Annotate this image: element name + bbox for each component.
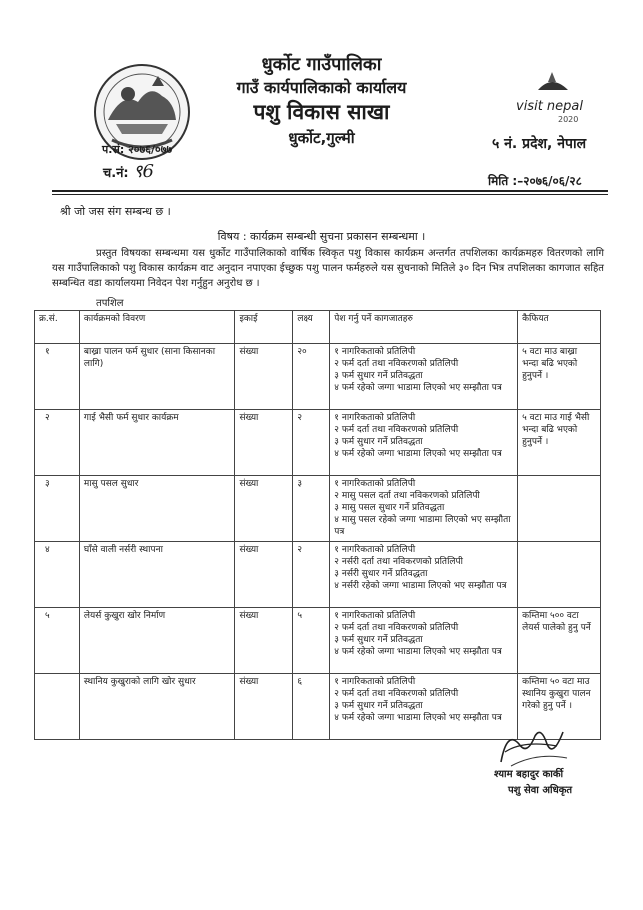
- cell-unit: संख्या: [235, 476, 293, 542]
- doc-item: २ नर्सरी दर्ता तथा नविकरणको प्रतिलिपी: [334, 557, 463, 567]
- cell-docs: [330, 542, 518, 608]
- cell-target: ५: [293, 608, 330, 674]
- patra-sankhya: प.सं: २०७६/०७७: [102, 143, 173, 156]
- doc-item: ३ फर्म सुधार गर्ने प्रतिवद्धता: [334, 635, 423, 645]
- signatory-title: पशु सेवा अधिकृत: [508, 785, 573, 796]
- doc-item: २ फर्म दर्ता तथा नविकरणको प्रतिलिपी: [334, 359, 459, 369]
- doc-item: २ मासु पसल दर्ता तथा नविकरणको प्रतिलिपी: [334, 491, 480, 501]
- cell-program: बाख्रा पालन फर्म सुधार (साना किसानका लागि): [79, 344, 235, 410]
- cell-remarks: [518, 542, 601, 608]
- cell-target: २०: [293, 344, 330, 410]
- visit-nepal-text: visit nepal: [516, 99, 583, 114]
- doc-item: ३ फर्म सुधार गर्ने प्रतिवद्धता: [334, 371, 423, 381]
- cell-unit: संख्या: [235, 410, 293, 476]
- cell-program: घाँसे वाली नर्सरी स्थापना: [79, 542, 235, 608]
- header-program: कार्यक्रमको विवरण: [79, 311, 235, 344]
- body-indent: [52, 248, 96, 259]
- header-sn: क्र.सं.: [35, 311, 80, 344]
- cell-unit: संख्या: [235, 674, 293, 740]
- letter-date: मिति :–२०७६/०६/२८: [488, 174, 582, 188]
- cell-sn: १: [35, 344, 80, 410]
- signatory-name: श्याम बहादुर कार्की: [494, 769, 564, 780]
- cell-docs: [330, 608, 518, 674]
- header-remarks: कैफियत: [518, 311, 601, 344]
- body-paragraph: [52, 246, 604, 291]
- chalani-number: [103, 159, 154, 183]
- header-divider: [52, 190, 608, 192]
- cell-sn: ३: [35, 476, 80, 542]
- body-text: प्रस्तुत विषयका सम्बन्धमा यस धुर्कोट गाउँपालिकाको वार्षिक स्विकृत पशु विकास कार्यक्रम अन्तर्गत तपशिलका कार्यक्रमहरु वितरणको लागि यस गाउँपालिकाको पशु विकास कार्यक्रम वाट अनुदान नपाएका ईच्छुक पशु पालन फर्महरुले यस सुचनाको मितिले ३० दिन भित्र तपशिलका कागजात सहित सम्बन्धित वडा कार्यालयमा निवेदन पेश गर्नुहुन अनुरोध छ ।: [52, 248, 604, 289]
- table-row: [35, 344, 601, 410]
- doc-item: २ फर्म दर्ता तथा नविकरणको प्रतिलिपी: [334, 425, 459, 435]
- cell-docs: [330, 674, 518, 740]
- doc-item: १ नागरिकताको प्रतिलिपी: [334, 347, 416, 357]
- cell-docs: [330, 476, 518, 542]
- letterhead-line3: पशु विकास साखा: [253, 100, 390, 124]
- cell-remarks: कम्तिमा ५०० वटा लेयर्स पालेको हुनु पर्ने: [518, 608, 601, 674]
- doc-item: ३ मासु पसल सुधार गर्ने प्रतिवद्धता: [334, 503, 445, 513]
- doc-item: १ नागरिकताको प्रतिलिपी: [334, 479, 416, 489]
- cell-program: लेयर्स कुखुरा खोर निर्माण: [79, 608, 235, 674]
- cell-target: २: [293, 410, 330, 476]
- table-row: [35, 476, 601, 542]
- cell-target: ६: [293, 674, 330, 740]
- cell-unit: संख्या: [235, 542, 293, 608]
- doc-item: ४ फर्म रहेको जग्गा भाडामा लिएको भए सम्झौता पत्र: [334, 713, 502, 723]
- chalani-label: च.नं:: [103, 166, 129, 181]
- chalani-value: ९6: [133, 161, 154, 182]
- cell-sn: [35, 674, 80, 740]
- doc-item: १ नागरिकताको प्रतिलिपी: [334, 677, 416, 687]
- doc-item: ४ नर्सरी रहेको जग्गा भाडामा लिएको भए सम्झौता पत्र: [334, 581, 507, 591]
- doc-item: २ फर्म दर्ता तथा नविकरणको प्रतिलिपी: [334, 623, 459, 633]
- doc-item: ४ फर्म रहेको जग्गा भाडामा लिएको भए सम्झौता पत्र: [334, 647, 502, 657]
- header-unit: इकाई: [235, 311, 293, 344]
- cell-program: गाई भैसी फर्म सुधार कार्यक्रम: [79, 410, 235, 476]
- cell-remarks: ५ वटा माउ बाख्रा भन्दा बढि भएको हुनुपर्ने ।: [518, 344, 601, 410]
- header-target: लक्ष्य: [293, 311, 330, 344]
- doc-item: ४ मासु पसल रहेको जग्गा भाडामा लिएको भए सम्झौता पत्र: [334, 515, 511, 537]
- cell-docs: [330, 344, 518, 410]
- subject-line: विषय : कार्यक्रम सम्बन्धी सुचना प्रकासन सम्बन्धमा ।: [217, 230, 426, 243]
- doc-item: ४ फर्म रहेको जग्गा भाडामा लिएको भए सम्झौता पत्र: [334, 449, 502, 459]
- letterhead-line4: धुर्कोट,गुल्मी: [288, 129, 355, 147]
- schedule-table: [34, 310, 601, 740]
- doc-item: ३ नर्सरी सुधार गर्ने प्रतिवद्धता: [334, 569, 428, 579]
- table-label: तपशिल: [96, 298, 124, 309]
- header-docs: पेश गर्नु पर्ने कागजातहरु: [330, 311, 518, 344]
- signature-scribble-icon: [497, 722, 571, 772]
- doc-item: ३ फर्म सुधार गर्ने प्रतिवद्धता: [334, 701, 423, 711]
- cell-remarks: ५ वटा माउ गाई भैसी भन्दा बढि भएको हुनुपर्ने ।: [518, 410, 601, 476]
- doc-item: ४ फर्म रहेको जग्गा भाडामा लिएको भए सम्झौता पत्र: [334, 383, 502, 393]
- salutation: श्री जो जस संग सम्बन्ध छ ।: [60, 205, 171, 218]
- table-row: [35, 542, 601, 608]
- doc-item: ३ फर्म सुधार गर्ने प्रतिवद्धता: [334, 437, 423, 447]
- doc-item: १ नागरिकताको प्रतिलिपी: [334, 611, 416, 621]
- cell-program: स्थानिय कुखुराको लागि खोर सुधार: [79, 674, 235, 740]
- table-header-row: [35, 311, 601, 344]
- cell-unit: संख्या: [235, 608, 293, 674]
- letterhead-line2: गाउँ कार्यपालिकाको कार्यालय: [236, 78, 407, 97]
- doc-item: १ नागरिकताको प्रतिलिपी: [334, 545, 416, 555]
- doc-item: २ फर्म दर्ता तथा नविकरणको प्रतिलिपी: [334, 689, 459, 699]
- letterhead-line1: धुर्कोट गाउँपालिका: [261, 54, 382, 75]
- cell-remarks: कम्तिमा ५० वटा माउ स्थानिय कुखुरा पालन गरेको हुनु पर्ने ।: [518, 674, 601, 740]
- doc-item: १ नागरिकताको प्रतिलिपी: [334, 413, 416, 423]
- cell-sn: २: [35, 410, 80, 476]
- cell-sn: ५: [35, 608, 80, 674]
- cell-sn: ४: [35, 542, 80, 608]
- cell-target: ३: [293, 476, 330, 542]
- cell-remarks: [518, 476, 601, 542]
- cell-unit: संख्या: [235, 344, 293, 410]
- cell-program: मासु पसल सुधार: [79, 476, 235, 542]
- cell-docs: [330, 410, 518, 476]
- visit-nepal-year: 2020: [558, 115, 579, 124]
- cell-target: २: [293, 542, 330, 608]
- table-row: [35, 410, 601, 476]
- table-row: [35, 608, 601, 674]
- header-divider-thin: [52, 194, 608, 195]
- province-label: ५ नं. प्रदेश, नेपाल: [492, 136, 587, 152]
